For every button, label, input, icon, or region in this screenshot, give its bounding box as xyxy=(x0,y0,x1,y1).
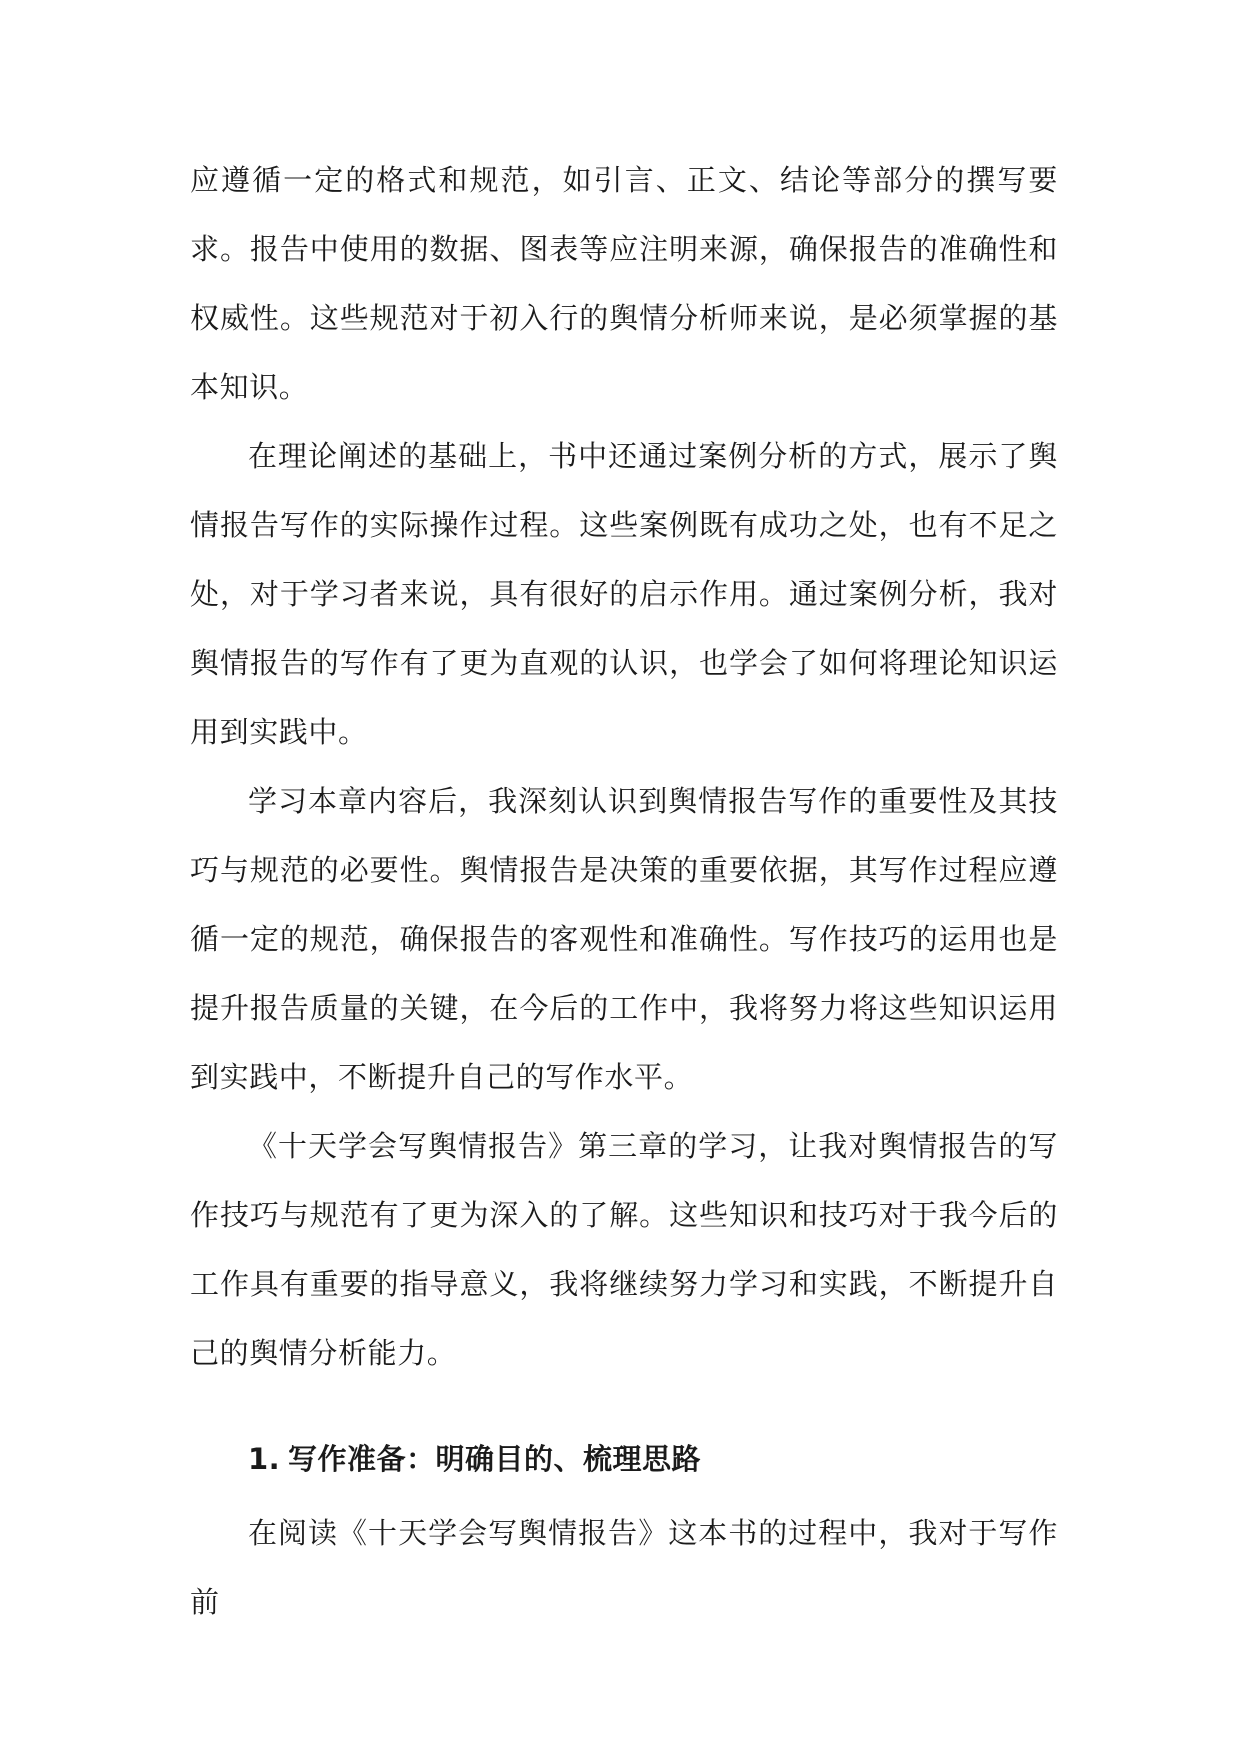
paragraph-chapter-summary: 《十天学会写舆情报告》第三章的学习，让我对舆情报告的写作技巧与规范有了更为深入的了解。这些知识和技巧对于我今后的工作具有重要的指导意义，我将继续努力学习和实践，不断提升自己的舆情分析能力。 xyxy=(190,1129,1058,1370)
paragraph-chapter-reflection: 学习本章内容后，我深刻认识到舆情报告写作的重要性及其技巧与规范的必要性。舆情报告是决策的重要依据，其写作过程应遵循一定的规范，确保报告的客观性和准确性。写作技巧的运用也是提升报告质量的关键，在今后的工作中，我将努力将这些知识运用到实践中，不断提升自己的写作水平。 xyxy=(190,784,1058,1094)
section-heading-number: 1. xyxy=(248,1442,281,1476)
section-heading-title: 写作准备：明确目的、梳理思路 xyxy=(288,1442,702,1476)
document-body xyxy=(190,146,1058,1637)
section-heading xyxy=(190,1429,1058,1489)
paragraph-case-analysis: 在理论阐述的基础上，书中还通过案例分析的方式，展示了舆情报告写作的实际操作过程。这些案例既有成功之处，也有不足之处，对于学习者来说，具有很好的启示作用。通过案例分析，我对舆情报告的写作有了更为直观的认识，也学会了如何将理论知识运用到实践中。 xyxy=(190,439,1058,749)
paragraph-formatting-norms: 应遵循一定的格式和规范，如引言、正文、结论等部分的撰写要求。报告中使用的数据、图表等应注明来源，确保报告的准确性和权威性。这些规范对于初入行的舆情分析师来说，是必须掌握的基本知识。 xyxy=(190,163,1058,404)
paragraph-writing-preparation: 在阅读《十天学会写舆情报告》这本书的过程中，我对于写作前 xyxy=(190,1516,1058,1619)
